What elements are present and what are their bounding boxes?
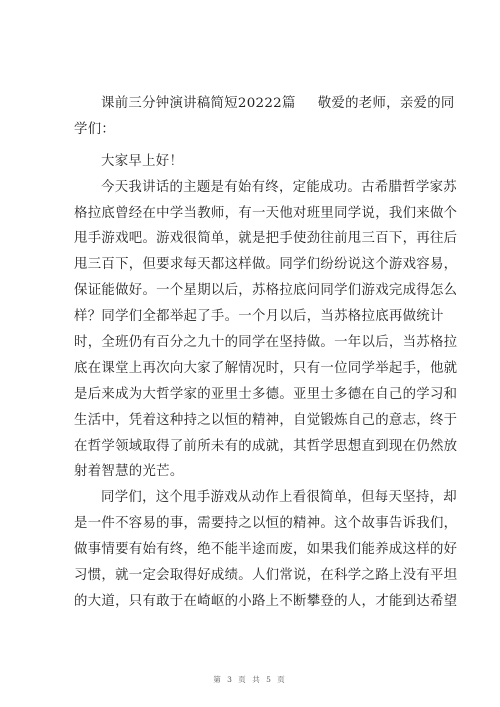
- paragraph-line: 是一件不容易的事，需要持之以恒的精神。这个故事告诉我们，: [74, 516, 458, 532]
- paragraph-line: 底在课堂上再次向大家了解情况时，只有一位同学举起手，他就: [74, 360, 458, 376]
- salutation-line: [74, 117, 430, 143]
- paragraph-line: 样？同学们全都举起了手。一个月以后，当苏格拉底再做统计: [74, 309, 444, 325]
- paragraph-line: 射着智慧的光芒。: [74, 464, 184, 480]
- document-body: [74, 91, 458, 615]
- title-line: [74, 91, 455, 117]
- paragraph-line: 做事情要有始有终，绝不能半途而废，如果我们能养成这样的好: [74, 542, 458, 558]
- paragraph-line: 生活中，凭着这种持之以恒的精神，自觉锻炼自己的意志，终于: [74, 412, 458, 428]
- paragraph-line: 甩手游戏吧。游戏很简单，就是把手使劲往前甩三百下，再往后: [74, 231, 458, 247]
- salutation-start: 敬爱的老师，亲爱的同: [317, 96, 455, 111]
- paragraph-line: 同学们，这个甩手游戏从动作上看很简单，但每天坚持，却: [101, 490, 457, 506]
- greeting-text: 大家早上好！: [101, 153, 184, 169]
- page-number-footer: 第 3 页 共 5 页: [213, 675, 287, 684]
- salutation-end: 学们：: [74, 121, 116, 137]
- paragraph-line: 的大道，只有敢于在崎岖的小路上不断攀登的人，才能到达希望: [74, 593, 458, 609]
- document-title: 课前三分钟演讲稿简短20222篇: [101, 96, 296, 111]
- paragraph-line: 甩三百下，但要求每天都这样做。同学们纷纷说这个游戏容易，: [74, 257, 458, 273]
- paragraph-line: 时，全班仍有百分之九十的同学在坚持做。一年以后，当苏格拉: [74, 335, 458, 351]
- paragraph-line: 格拉底曾经在中学当教师，有一天他对班里同学说，我们来做个: [74, 205, 458, 221]
- greeting: [74, 149, 430, 175]
- paragraph-line: 在哲学领域取得了前所未有的成就，其哲学思想直到现在仍然放: [74, 438, 458, 454]
- paragraph-line: 习惯，就一定会取得好成绩。人们常说，在科学之路上没有平坦: [74, 568, 458, 584]
- paragraph-line: 是后来成为大哲学家的亚里士多德。亚里士多德在自己的学习和: [74, 386, 458, 402]
- paragraph-line: 保证能做好。一个星期以后，苏格拉底问同学们游戏完成得怎么: [74, 283, 458, 299]
- paragraph-line: 今天我讲话的主题是有始有终，定能成功。古希腊哲学家苏: [101, 179, 457, 195]
